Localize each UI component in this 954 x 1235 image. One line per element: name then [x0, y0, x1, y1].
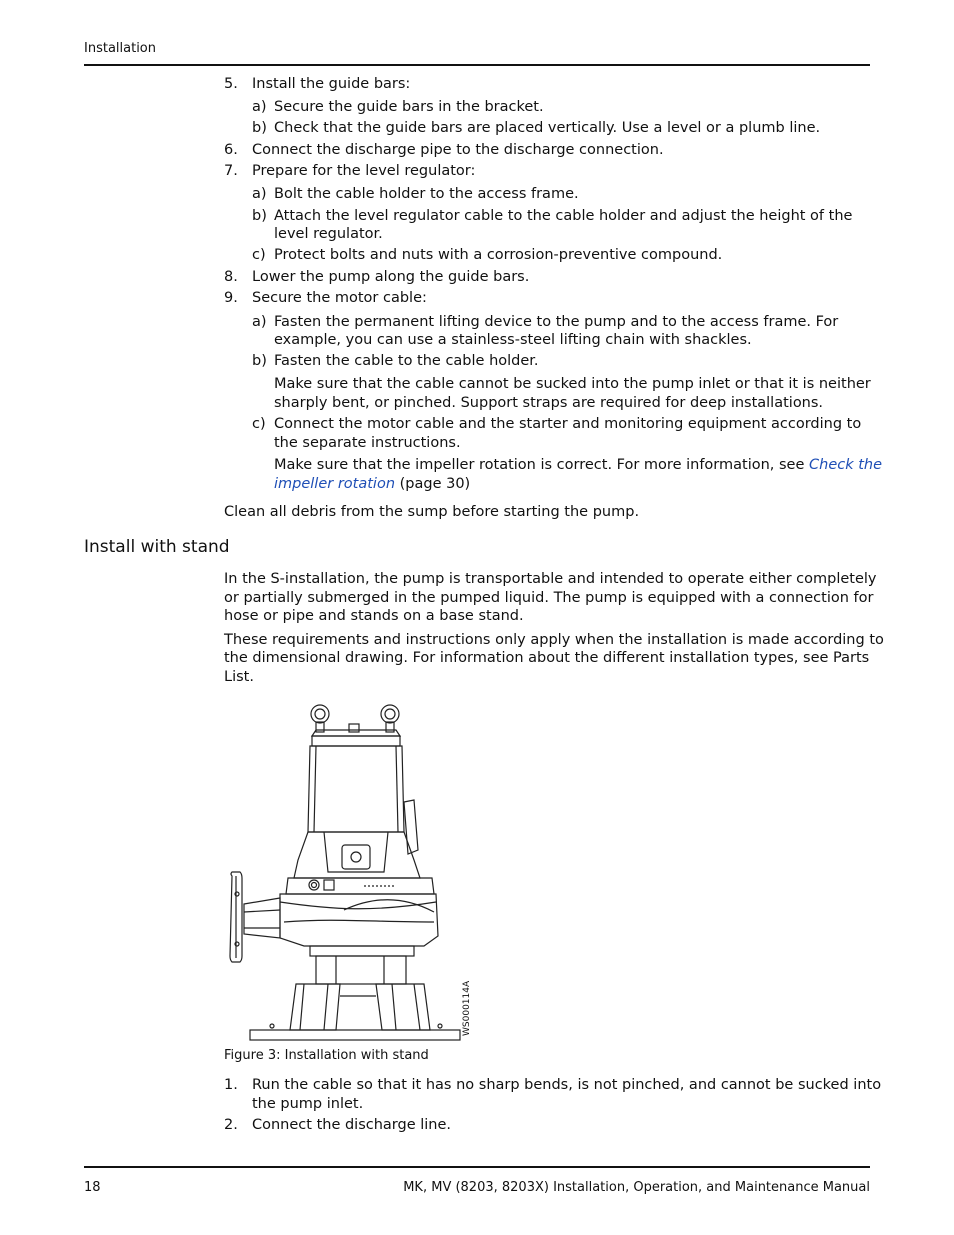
substep-letter: a): [252, 186, 267, 202]
section-heading: Install with stand: [84, 537, 230, 557]
step-text: Prepare for the level regulator:: [252, 163, 476, 179]
paragraph-line: hose or pipe and stands on a base stand.: [224, 608, 524, 624]
step-number: 1.: [224, 1077, 238, 1093]
step-number: 5.: [224, 76, 238, 92]
substep-letter: c): [252, 416, 266, 432]
substep-text: Attach the level regulator cable to the cable holder and adjust the height of the: [274, 208, 853, 224]
substep-note: Make sure that the cable cannot be sucked into the pump inlet or that it is neither: [274, 376, 871, 392]
clean-note: Clean all debris from the sump before starting the pump.: [224, 504, 640, 520]
substep-letter: c): [252, 247, 266, 263]
step-text: Connect the discharge line.: [252, 1117, 452, 1133]
step-text: Run the cable so that it has no sharp bends, is not pinched, and cannot be sucked into: [252, 1077, 882, 1093]
cross-reference-link[interactable]: Check the: [809, 457, 883, 473]
figure-caption: Figure 3: Installation with stand: [224, 1048, 429, 1063]
step-number: 2.: [224, 1117, 238, 1133]
step-number: 6.: [224, 142, 238, 158]
substep-note-cont: [274, 475, 470, 493]
substep-letter: a): [252, 99, 267, 115]
paragraph-line: These requirements and instructions only apply when the installation is made according to: [224, 632, 884, 648]
pump-figure: [224, 700, 494, 1045]
substep-note: [274, 456, 882, 474]
paragraph-line: the dimensional drawing. For information about the different installation types, see Parts: [224, 650, 870, 666]
substep-letter: b): [252, 353, 267, 369]
substep-text: Fasten the cable to the cable holder.: [274, 353, 539, 369]
substep-text-cont: the separate instructions.: [274, 435, 461, 451]
step-text-cont: the pump inlet.: [252, 1096, 364, 1112]
header-rule: [84, 64, 870, 66]
substep-text-cont: level regulator.: [274, 226, 383, 242]
paragraph-line: or partially submerged in the pumped liquid. The pump is equipped with a connection for: [224, 590, 874, 606]
paragraph-line: In the S-installation, the pump is transportable and intended to operate either completely: [224, 571, 877, 587]
substep-letter: b): [252, 120, 267, 136]
substep-letter: b): [252, 208, 267, 224]
running-header: Installation: [84, 41, 157, 56]
substep-text: Protect bolts and nuts with a corrosion-preventive compound.: [274, 247, 723, 263]
step-text: Lower the pump along the guide bars.: [252, 269, 530, 285]
step-text: Install the guide bars:: [252, 76, 411, 92]
step-number: 9.: [224, 290, 238, 306]
page-reference: (page 30): [395, 476, 471, 492]
cross-reference-link[interactable]: impeller rotation: [274, 476, 396, 492]
substep-note-cont: sharply bent, or pinched. Support straps are required for deep installations.: [274, 395, 824, 411]
step-number: 7.: [224, 163, 238, 179]
substep-text: Connect the motor cable and the starter and monitoring equipment according to: [274, 416, 862, 432]
substep-text: Bolt the cable holder to the access frame.: [274, 186, 579, 202]
step-number: 8.: [224, 269, 238, 285]
pump-drawing: [224, 700, 494, 1045]
substep-text-cont: example, you can use a stainless-steel lifting chain with shackles.: [274, 332, 752, 348]
page-number: 18: [84, 1180, 101, 1195]
substep-letter: a): [252, 314, 267, 330]
paragraph-line: List.: [224, 669, 254, 685]
substep-text: Check that the guide bars are placed vertically. Use a level or a plumb line.: [274, 120, 821, 136]
substep-text: Secure the guide bars in the bracket.: [274, 99, 544, 115]
figure-code: WS000114A: [462, 980, 472, 1036]
step-text: Secure the motor cable:: [252, 290, 427, 306]
manual-title: MK, MV (8203, 8203X) Installation, Operation, and Maintenance Manual: [403, 1180, 870, 1195]
note-text: Make sure that the impeller rotation is correct. For more information, see: [274, 457, 810, 473]
step-text: Connect the discharge pipe to the discharge connection.: [252, 142, 664, 158]
footer-rule: [84, 1166, 870, 1168]
substep-text: Fasten the permanent lifting device to the pump and to the access frame. For: [274, 314, 839, 330]
